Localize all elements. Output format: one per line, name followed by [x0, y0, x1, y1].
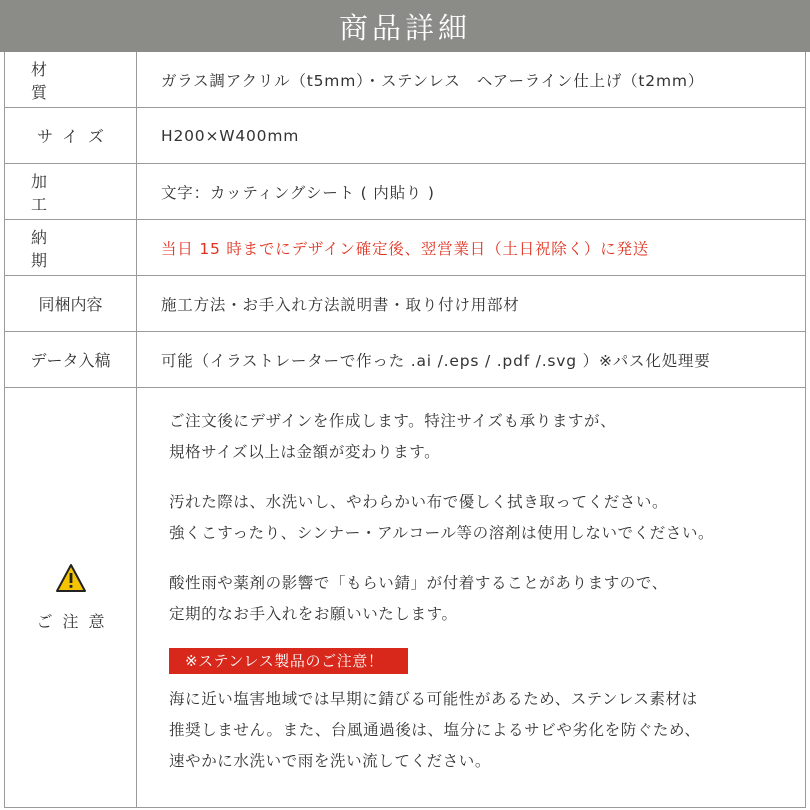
- table-row-data-submission: [5, 332, 805, 388]
- caution-label-cell: [5, 388, 137, 807]
- page-title: 商品詳細: [338, 10, 471, 45]
- note-line: ご注文後にデザインを作成します。特注サイズも承りますが、: [169, 412, 617, 430]
- note-line: 海に近い塩害地域では早期に錆びる可能性があるため、ステンレス素材は: [169, 690, 698, 708]
- caution-label: ご注意: [36, 612, 115, 631]
- row-label: 納 期: [5, 220, 137, 275]
- row-value: 文字：カッティングシート ( 内貼り ): [161, 183, 435, 202]
- page-header: [0, 0, 810, 52]
- note-line: 推奨しません。また、台風通過後は、塩分によるサビや劣化を防ぐため、: [169, 721, 701, 739]
- note-line: 速やかに水洗いで雨を洗い流してください。: [169, 752, 492, 770]
- row-value: ガラス調アクリル（t5mm）・ステンレス ヘアーライン仕上げ（t2mm）: [161, 71, 705, 90]
- note-line: 強くこすったり、シンナー・アルコール等の溶剤は使用しないでください。: [169, 524, 715, 542]
- table-row-caution: [5, 388, 805, 807]
- spec-table: [4, 52, 806, 808]
- row-value: 可能（イラストレーターで作った .ai /.eps / .pdf /.svg ）※パス化処理要: [161, 351, 711, 370]
- row-value: 施工方法・お手入れ方法説明書・取り付け用部材: [161, 295, 520, 314]
- warning-icon: [55, 563, 87, 597]
- note-line: 規格サイズ以上は金額が変わります。: [169, 443, 441, 461]
- table-row-material: [5, 52, 805, 108]
- row-label: 材 質: [5, 52, 137, 107]
- stainless-caution-badge: ※ステンレス製品のご注意！: [169, 648, 408, 674]
- table-row-processing: [5, 164, 805, 220]
- table-row-delivery: [5, 220, 805, 276]
- delivery-value: 当日 15 時までにデザイン確定後、翌営業日（土日祝除く）に発送: [161, 239, 650, 258]
- row-label: データ入稿: [5, 332, 137, 387]
- row-label: サイズ: [5, 108, 137, 163]
- note-line: 定期的なお手入れをお願いいたします。: [169, 605, 458, 623]
- row-label: 加 工: [5, 164, 137, 219]
- note-line: 酸性雨や薬剤の影響で「もらい錆」が付着することがありますので、: [169, 574, 668, 592]
- table-row-size: [5, 108, 805, 164]
- row-label: 同梱内容: [5, 276, 137, 331]
- caution-notes: [137, 388, 805, 807]
- row-value: H200×W400mm: [161, 126, 300, 145]
- table-row-contents: [5, 276, 805, 332]
- note-line: 汚れた際は、水洗いし、やわらかい布で優しく拭き取ってください。: [169, 493, 669, 511]
